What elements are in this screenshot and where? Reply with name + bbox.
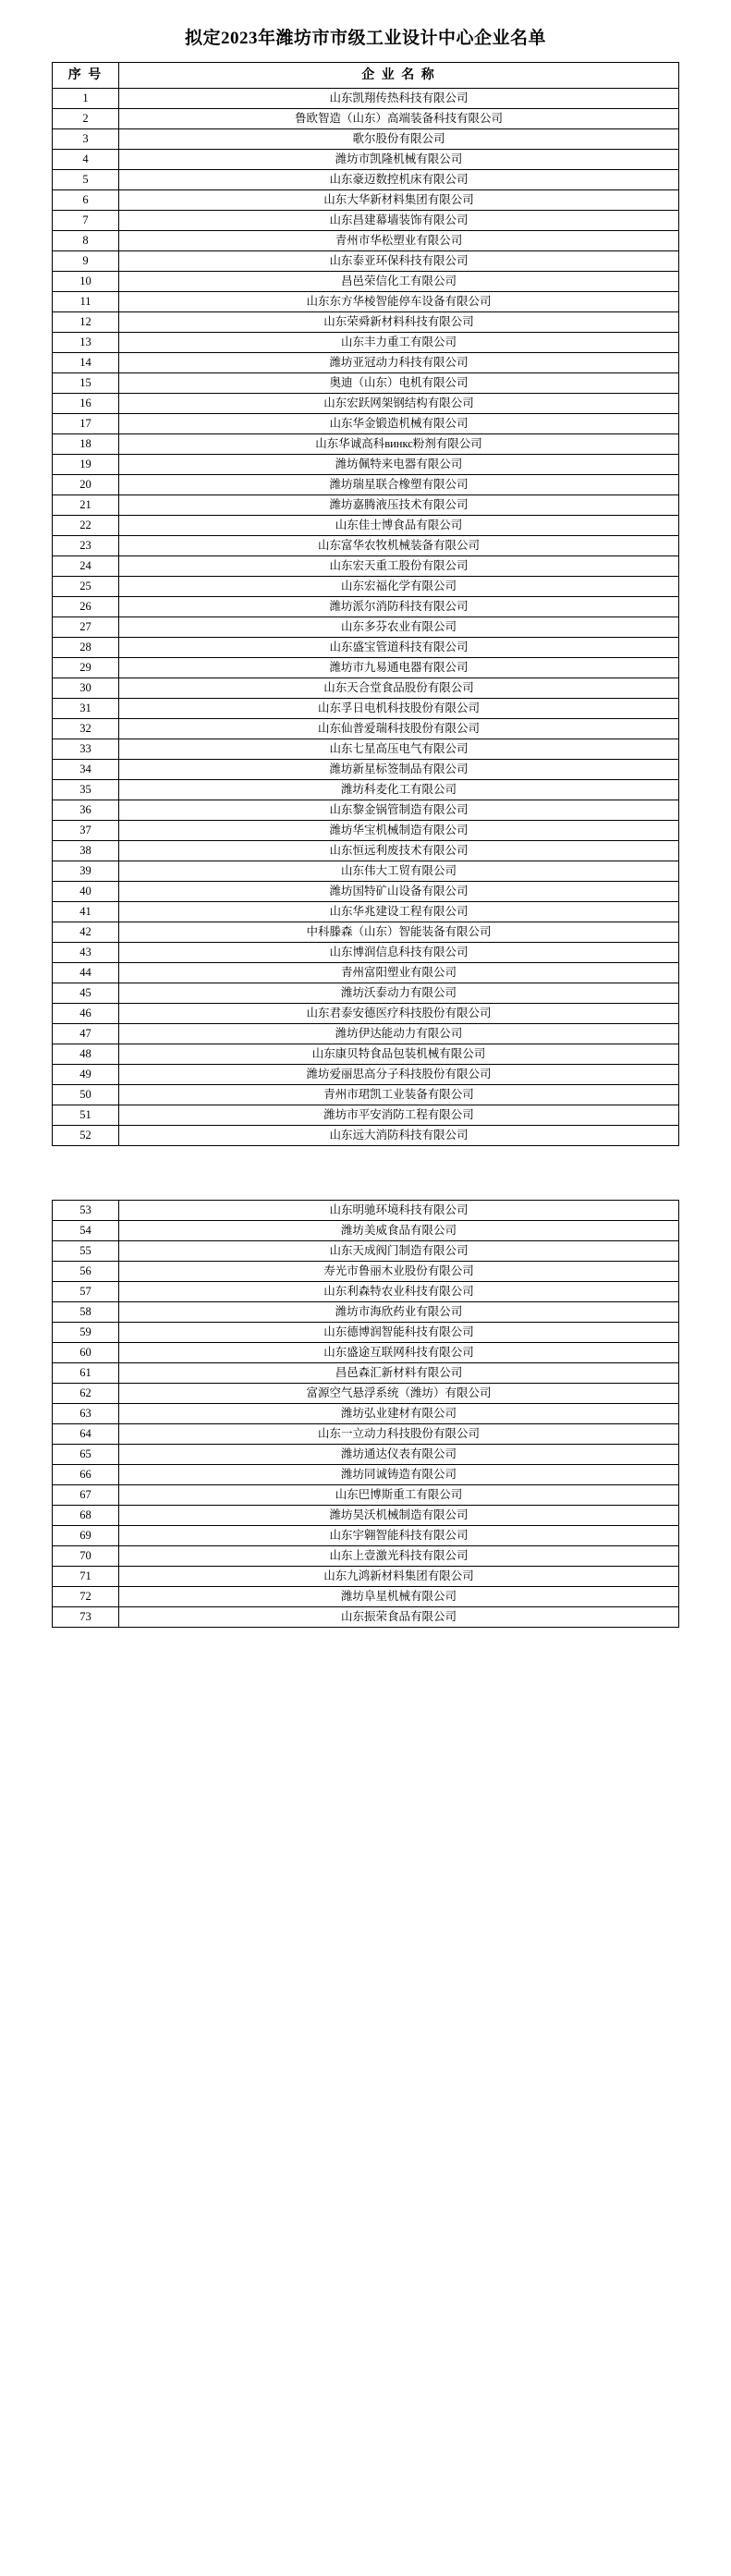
table-row: [53, 699, 679, 719]
cell-number: 16: [53, 394, 119, 414]
cell-number: 2: [53, 109, 119, 129]
cell-number: 37: [53, 821, 119, 841]
cell-company-name: 山东伟大工贸有限公司: [119, 861, 679, 882]
table-row: [53, 902, 679, 922]
table-row: [53, 1384, 679, 1404]
cell-company-name: 昌邑荣信化工有限公司: [119, 272, 679, 292]
cell-number: 30: [53, 678, 119, 699]
table-row: [53, 1485, 679, 1506]
cell-company-name: 潍坊佩特来电器有限公司: [119, 455, 679, 475]
table-row: [53, 1506, 679, 1526]
table-row: [53, 1424, 679, 1445]
column-header-number: 序 号: [53, 63, 119, 89]
table-row: [53, 1526, 679, 1546]
cell-company-name: 山东华诚高科винкс粉剂有限公司: [119, 434, 679, 455]
cell-number: 54: [53, 1221, 119, 1241]
cell-number: 46: [53, 1004, 119, 1024]
cell-number: 15: [53, 373, 119, 394]
cell-number: 62: [53, 1384, 119, 1404]
table-row: [53, 983, 679, 1004]
cell-number: 27: [53, 617, 119, 638]
page-title: 拟定2023年潍坊市市级工业设计中心企业名单: [184, 29, 546, 48]
cell-company-name: 山东东方华棱智能停车设备有限公司: [119, 292, 679, 312]
cell-number: 21: [53, 495, 119, 516]
cell-company-name: 潍坊亚冠动力科技有限公司: [119, 353, 679, 373]
cell-company-name: 山东宇翱智能科技有限公司: [119, 1526, 679, 1546]
cell-number: 67: [53, 1485, 119, 1506]
cell-number: 64: [53, 1424, 119, 1445]
cell-number: 20: [53, 475, 119, 495]
cell-number: 48: [53, 1044, 119, 1065]
cell-company-name: 潍坊市凯隆机械有限公司: [119, 150, 679, 170]
table-row: [53, 129, 679, 150]
cell-company-name: 山东远大消防科技有限公司: [119, 1126, 679, 1146]
cell-number: 11: [53, 292, 119, 312]
table-row: [53, 394, 679, 414]
cell-company-name: 中科滕森（山东）智能装备有限公司: [119, 922, 679, 943]
table-row: [53, 922, 679, 943]
table-row: [53, 821, 679, 841]
cell-number: 68: [53, 1506, 119, 1526]
table-row: [53, 516, 679, 536]
cell-company-name: 潍坊昊沃机械制造有限公司: [119, 1506, 679, 1526]
table-header-row: [53, 63, 679, 89]
cell-company-name: 歌尔股份有限公司: [119, 129, 679, 150]
cell-company-name: 潍坊派尔消防科技有限公司: [119, 597, 679, 617]
cell-number: 7: [53, 211, 119, 231]
table-row: [53, 739, 679, 760]
table-row: [53, 1105, 679, 1126]
table-row: [53, 495, 679, 516]
table-row: [53, 1363, 679, 1384]
cell-number: 39: [53, 861, 119, 882]
table-row: [53, 963, 679, 983]
cell-company-name: 山东昌建幕墙装饰有限公司: [119, 211, 679, 231]
cell-number: 23: [53, 536, 119, 556]
cell-number: 40: [53, 882, 119, 902]
cell-number: 61: [53, 1363, 119, 1384]
cell-company-name: 富源空气悬浮系统（潍坊）有限公司: [119, 1384, 679, 1404]
cell-company-name: 山东丰力重工有限公司: [119, 333, 679, 353]
table-row: [53, 1445, 679, 1465]
company-table: [52, 62, 679, 1146]
cell-company-name: 潍坊国特矿山设备有限公司: [119, 882, 679, 902]
cell-company-name: 山东富华农牧机械装备有限公司: [119, 536, 679, 556]
table-row: [53, 251, 679, 272]
cell-company-name: 潍坊美威食品有限公司: [119, 1221, 679, 1241]
cell-company-name: 山东佳士博食品有限公司: [119, 516, 679, 536]
cell-number: 72: [53, 1587, 119, 1607]
column-header-company: 企 业 名 称: [119, 63, 679, 89]
table-row: [53, 373, 679, 394]
table-row: [53, 455, 679, 475]
cell-number: 63: [53, 1404, 119, 1424]
cell-company-name: 山东天合堂食品股份有限公司: [119, 678, 679, 699]
table-row: [53, 312, 679, 333]
table-row: [53, 1404, 679, 1424]
cell-number: 17: [53, 414, 119, 434]
page-separator: [0, 1146, 731, 1200]
table-row: [53, 1201, 679, 1221]
cell-number: 47: [53, 1024, 119, 1044]
cell-number: 56: [53, 1262, 119, 1282]
cell-company-name: 潍坊瑞星联合橡塑有限公司: [119, 475, 679, 495]
cell-number: 14: [53, 353, 119, 373]
table-row: [53, 1024, 679, 1044]
cell-number: 26: [53, 597, 119, 617]
cell-company-name: 山东君泰安德医疗科技股份有限公司: [119, 1004, 679, 1024]
table-row: [53, 678, 679, 699]
cell-company-name: 潍坊弘业建材有限公司: [119, 1404, 679, 1424]
cell-number: 28: [53, 638, 119, 658]
table-row: [53, 434, 679, 455]
cell-number: 22: [53, 516, 119, 536]
company-list-table-page-2: [0, 1200, 731, 1628]
cell-company-name: 奥迪（山东）电机有限公司: [119, 373, 679, 394]
cell-number: 25: [53, 577, 119, 597]
cell-company-name: 山东宏福化学有限公司: [119, 577, 679, 597]
cell-company-name: 潍坊市平安消防工程有限公司: [119, 1105, 679, 1126]
cell-number: 13: [53, 333, 119, 353]
cell-number: 34: [53, 760, 119, 780]
cell-company-name: 潍坊市九易通电器有限公司: [119, 658, 679, 678]
cell-company-name: 潍坊市海欣药业有限公司: [119, 1302, 679, 1323]
cell-company-name: 潍坊新星标签制品有限公司: [119, 760, 679, 780]
cell-number: 57: [53, 1282, 119, 1302]
table-row: [53, 638, 679, 658]
cell-number: 24: [53, 556, 119, 577]
cell-number: 51: [53, 1105, 119, 1126]
cell-number: 60: [53, 1343, 119, 1363]
table-row: [53, 211, 679, 231]
table-row: [53, 882, 679, 902]
cell-number: 52: [53, 1126, 119, 1146]
cell-number: 42: [53, 922, 119, 943]
table-row: [53, 1587, 679, 1607]
cell-number: 66: [53, 1465, 119, 1485]
cell-number: 5: [53, 170, 119, 190]
cell-number: 19: [53, 455, 119, 475]
table-row: [53, 1567, 679, 1587]
table-row: [53, 475, 679, 495]
table-row: [53, 617, 679, 638]
cell-number: 50: [53, 1085, 119, 1105]
cell-number: 69: [53, 1526, 119, 1546]
cell-number: 59: [53, 1323, 119, 1343]
cell-company-name: 山东宏跃网架钢结构有限公司: [119, 394, 679, 414]
cell-company-name: 山东振荣食品有限公司: [119, 1607, 679, 1628]
cell-number: 33: [53, 739, 119, 760]
table-row: [53, 719, 679, 739]
cell-company-name: 青州市珺凯工业装备有限公司: [119, 1085, 679, 1105]
cell-number: 35: [53, 780, 119, 800]
cell-company-name: 山东荣舜新材料科技有限公司: [119, 312, 679, 333]
cell-company-name: 山东九鸿新材料集团有限公司: [119, 1567, 679, 1587]
table-row: [53, 414, 679, 434]
cell-number: 1: [53, 89, 119, 109]
cell-company-name: 山东盛宝管道科技有限公司: [119, 638, 679, 658]
cell-company-name: 山东明驰环境科技有限公司: [119, 1201, 679, 1221]
table-row: [53, 1221, 679, 1241]
cell-company-name: 山东多芬农业有限公司: [119, 617, 679, 638]
table-row: [53, 1607, 679, 1628]
cell-company-name: 山东大华新材料集团有限公司: [119, 190, 679, 211]
cell-number: 36: [53, 800, 119, 821]
cell-company-name: 山东上壹激光科技有限公司: [119, 1546, 679, 1567]
table-row: [53, 780, 679, 800]
table-row: [53, 556, 679, 577]
table-row: [53, 1044, 679, 1065]
cell-number: 73: [53, 1607, 119, 1628]
cell-number: 9: [53, 251, 119, 272]
cell-number: 4: [53, 150, 119, 170]
cell-company-name: 山东恒远利废技术有限公司: [119, 841, 679, 861]
cell-number: 71: [53, 1567, 119, 1587]
cell-company-name: 山东德博润智能科技有限公司: [119, 1323, 679, 1343]
cell-number: 18: [53, 434, 119, 455]
cell-number: 43: [53, 943, 119, 963]
table-row: [53, 1004, 679, 1024]
cell-number: 6: [53, 190, 119, 211]
table-row: [53, 943, 679, 963]
table-row: [53, 190, 679, 211]
company-list-table-page-1: [0, 62, 731, 1146]
table-row: [53, 1343, 679, 1363]
table-row: [53, 1302, 679, 1323]
table-row: [53, 1262, 679, 1282]
table-row: [53, 272, 679, 292]
cell-company-name: 山东仙普爱瑞科技股份有限公司: [119, 719, 679, 739]
table-row: [53, 353, 679, 373]
table-row: [53, 1323, 679, 1343]
table-row: [53, 1085, 679, 1105]
cell-number: 12: [53, 312, 119, 333]
table-row: [53, 292, 679, 312]
cell-company-name: 潍坊沃泰动力有限公司: [119, 983, 679, 1004]
cell-number: 29: [53, 658, 119, 678]
cell-number: 32: [53, 719, 119, 739]
cell-company-name: 潍坊华宝机械制造有限公司: [119, 821, 679, 841]
table-row: [53, 231, 679, 251]
cell-company-name: 山东华兆建设工程有限公司: [119, 902, 679, 922]
cell-number: 44: [53, 963, 119, 983]
cell-company-name: 山东七星高压电气有限公司: [119, 739, 679, 760]
cell-number: 58: [53, 1302, 119, 1323]
table-row: [53, 1465, 679, 1485]
cell-company-name: 潍坊伊达能动力有限公司: [119, 1024, 679, 1044]
table-row: [53, 170, 679, 190]
cell-number: 10: [53, 272, 119, 292]
table-row: [53, 841, 679, 861]
cell-company-name: 山东一立动力科技股份有限公司: [119, 1424, 679, 1445]
cell-number: 55: [53, 1241, 119, 1262]
cell-number: 31: [53, 699, 119, 719]
cell-company-name: 潍坊爱丽思高分子科技股份有限公司: [119, 1065, 679, 1085]
table-row: [53, 597, 679, 617]
cell-company-name: 山东盛途互联网科技有限公司: [119, 1343, 679, 1363]
cell-company-name: 山东利森特农业科技有限公司: [119, 1282, 679, 1302]
cell-company-name: 山东泰亚环保科技有限公司: [119, 251, 679, 272]
cell-company-name: 山东华金锻造机械有限公司: [119, 414, 679, 434]
table-row: [53, 1126, 679, 1146]
cell-company-name: 昌邑森汇新材料有限公司: [119, 1363, 679, 1384]
table-row: [53, 760, 679, 780]
cell-company-name: 山东凯翔传热科技有限公司: [119, 89, 679, 109]
cell-number: 3: [53, 129, 119, 150]
table-row: [53, 861, 679, 882]
cell-number: 65: [53, 1445, 119, 1465]
cell-company-name: 青州富阳塑业有限公司: [119, 963, 679, 983]
cell-company-name: 山东宏天重工股份有限公司: [119, 556, 679, 577]
cell-company-name: 潍坊同诚铸造有限公司: [119, 1465, 679, 1485]
cell-company-name: 鲁欧智造（山东）高端装备科技有限公司: [119, 109, 679, 129]
cell-number: 8: [53, 231, 119, 251]
cell-company-name: 青州市华松塑业有限公司: [119, 231, 679, 251]
table-row: [53, 658, 679, 678]
table-row: [53, 800, 679, 821]
cell-number: 45: [53, 983, 119, 1004]
cell-company-name: 潍坊阜星机械有限公司: [119, 1587, 679, 1607]
table-row: [53, 536, 679, 556]
cell-company-name: 潍坊嘉腾液压技术有限公司: [119, 495, 679, 516]
table-row: [53, 1282, 679, 1302]
cell-number: 49: [53, 1065, 119, 1085]
cell-number: 41: [53, 902, 119, 922]
table-row: [53, 577, 679, 597]
cell-number: 70: [53, 1546, 119, 1567]
cell-number: 53: [53, 1201, 119, 1221]
table-row: [53, 89, 679, 109]
table-row: [53, 109, 679, 129]
cell-company-name: 山东孚日电机科技股份有限公司: [119, 699, 679, 719]
cell-company-name: 山东黎金锅管制造有限公司: [119, 800, 679, 821]
cell-company-name: 山东巴博斯重工有限公司: [119, 1485, 679, 1506]
cell-company-name: 山东豪迈数控机床有限公司: [119, 170, 679, 190]
cell-company-name: 潍坊科麦化工有限公司: [119, 780, 679, 800]
table-row: [53, 1546, 679, 1567]
cell-company-name: 山东康贝特食品包装机械有限公司: [119, 1044, 679, 1065]
cell-company-name: 山东博润信息科技有限公司: [119, 943, 679, 963]
cell-company-name: 山东天成阀门制造有限公司: [119, 1241, 679, 1262]
company-table-continued: [52, 1200, 679, 1628]
table-row: [53, 1241, 679, 1262]
cell-company-name: 潍坊通达仪表有限公司: [119, 1445, 679, 1465]
table-row: [53, 150, 679, 170]
cell-company-name: 寿光市鲁丽木业股份有限公司: [119, 1262, 679, 1282]
cell-number: 38: [53, 841, 119, 861]
table-row: [53, 1065, 679, 1085]
table-row: [53, 333, 679, 353]
